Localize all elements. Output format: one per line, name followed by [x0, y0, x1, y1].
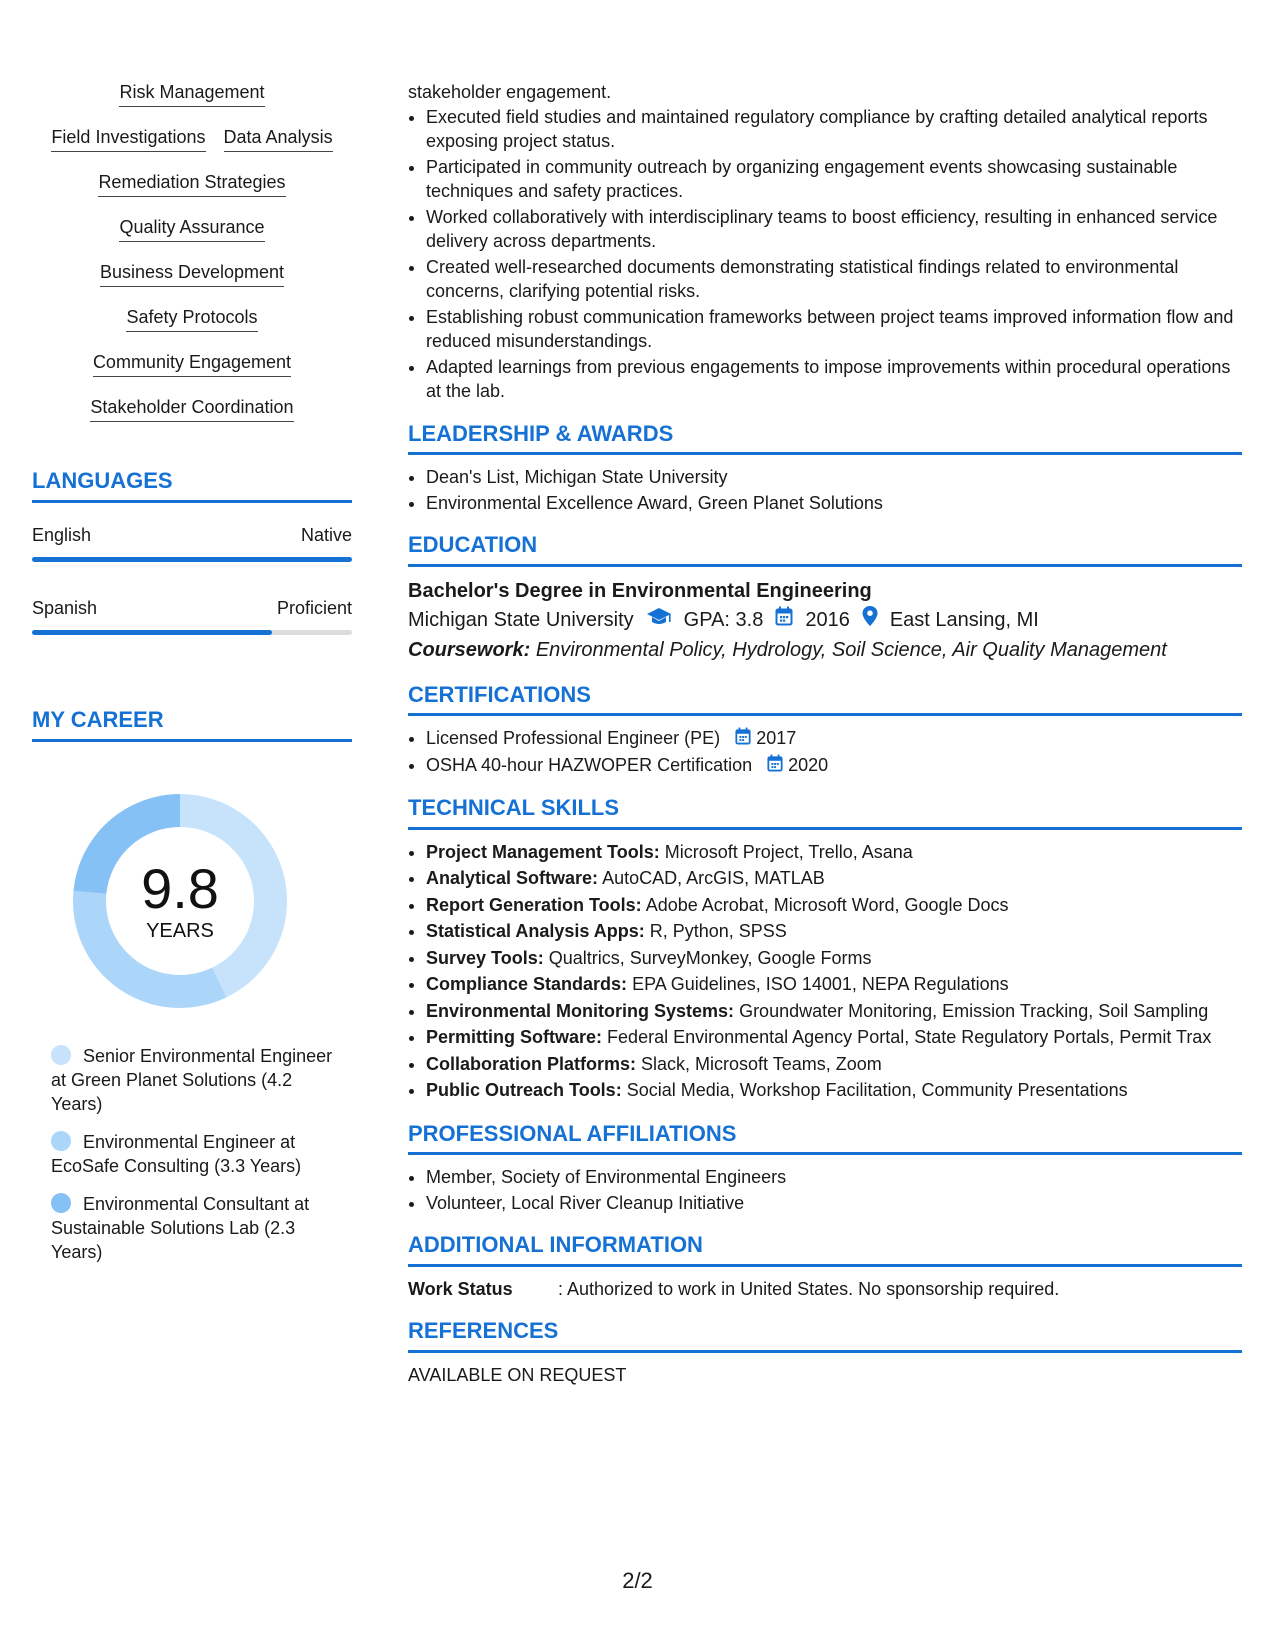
skills-row	[32, 170, 352, 197]
technical-skill-item	[426, 999, 1242, 1025]
language-name: Spanish	[32, 598, 98, 618]
skills-row	[32, 125, 352, 152]
skill-tag: Quality Assurance	[119, 215, 264, 242]
career-legend	[51, 1044, 341, 1264]
experience-lead-line: stakeholder engagement.	[408, 82, 612, 102]
skills-row	[32, 395, 352, 422]
coursework-label: Coursework:	[408, 638, 531, 661]
awards-list	[408, 465, 1242, 515]
technical-skill-value: Groundwater Monitoring, Emission Tracking, Soil Sampling	[739, 1000, 1209, 1021]
graduation-cap-icon	[646, 605, 672, 635]
career-donut	[65, 786, 295, 1016]
technical-skill-item	[426, 1025, 1242, 1051]
language-item	[32, 596, 352, 635]
award-item: • Dean's List, Michigan State University	[426, 465, 1242, 490]
certification-item	[426, 726, 1242, 752]
career-legend-item	[51, 1130, 341, 1178]
skills-list	[32, 80, 352, 422]
coursework-value: Environmental Policy, Hydrology, Soil Science, Air Quality Management	[535, 638, 1167, 661]
technical-skill-item	[426, 1052, 1242, 1078]
technical-skill-value: Microsoft Project, Trello, Asana	[664, 841, 913, 862]
career-legend-item	[51, 1044, 341, 1116]
education-degree: Bachelor's Degree in Environmental Engineering	[408, 579, 872, 602]
languages-title: LANGUAGES	[32, 468, 352, 503]
languages-section	[32, 468, 352, 635]
legend-dot	[51, 1045, 71, 1065]
technical-skill-value: AutoCAD, ArcGIS, MATLAB	[602, 868, 825, 888]
education-school: Michigan State University	[408, 608, 634, 631]
language-level: Proficient	[276, 598, 352, 618]
affiliations-title: PROFESSIONAL AFFILIATIONS	[408, 1122, 1242, 1156]
experience-bullet: • Establishing robust communication frameworks between project teams improved information flow and reduced misunderstandings.	[426, 305, 1242, 354]
language-bar-fill	[32, 630, 272, 635]
technical-skill-item	[426, 893, 1242, 919]
experience-bullet: • Worked collaboratively with interdisciplinary teams to boost efficiency, resulting in enhanced service delivery across departments.	[426, 205, 1242, 254]
references-title: REFERENCES	[408, 1319, 1242, 1353]
technical-skills-list	[408, 840, 1242, 1104]
technical-skill-label: Environmental Monitoring Systems:	[426, 1000, 735, 1021]
education-location: East Lansing, MI	[889, 608, 1039, 631]
technical-skill-label: Permitting Software:	[426, 1027, 603, 1047]
technical-skills-title: TECHNICAL SKILLS	[408, 796, 1242, 830]
language-bar	[32, 630, 352, 635]
career-legend-label: Senior Environmental Engineer at Green Planet Solutions (4.2 Years)	[51, 1046, 333, 1114]
skill-tag: Stakeholder Coordination	[90, 395, 293, 422]
affiliation-item: • Volunteer, Local River Cleanup Initiative	[426, 1191, 1242, 1216]
calendar-icon	[767, 754, 783, 779]
experience-bullet: • Executed field studies and maintained regulatory compliance by crafting detailed analytical reports exposing project status.	[426, 105, 1242, 154]
certification-item	[426, 753, 1242, 779]
language-level: Native	[300, 525, 352, 545]
legend-dot	[51, 1193, 71, 1213]
work-status-label: Work Status	[408, 1278, 513, 1299]
technical-skill-label: Public Outreach Tools:	[426, 1080, 622, 1100]
work-status-row	[408, 1277, 1242, 1302]
skill-tag: Remediation Strategies	[98, 170, 285, 197]
language-bar	[32, 557, 352, 562]
technical-skill-item	[426, 840, 1242, 866]
career-section	[32, 707, 352, 1264]
skill-tag: Safety Protocols	[126, 305, 257, 332]
legend-dot	[51, 1131, 71, 1151]
career-legend-label: Environmental Consultant at Sustainable Solutions Lab (2.3 Years)	[51, 1194, 310, 1262]
location-pin-icon	[862, 605, 878, 635]
skill-tag: Business Development	[100, 260, 284, 287]
certification-name: OSHA 40-hour HAZWOPER Certification	[426, 754, 753, 775]
experience-bullet: • Adapted learnings from previous engagements to impose improvements within procedural operations at the lab.	[426, 355, 1242, 404]
technical-skill-value: Slack, Microsoft Teams, Zoom	[641, 1053, 882, 1074]
work-status-value: : Authorized to work in United States. No sponsorship required.	[558, 1278, 1060, 1299]
left-column	[32, 80, 352, 1278]
skills-row	[32, 215, 352, 242]
award-item: • Environmental Excellence Award, Green Planet Solutions	[426, 491, 1242, 516]
technical-skill-label: Compliance Standards:	[426, 974, 628, 994]
technical-skill-value: Social Media, Workshop Facilitation, Community Presentations	[626, 1080, 1128, 1100]
technical-skill-label: Survey Tools:	[426, 947, 544, 968]
technical-skill-value: Federal Environmental Agency Portal, State Regulatory Portals, Permit Trax	[607, 1027, 1212, 1047]
awards-title: LEADERSHIP & AWARDS	[408, 422, 1242, 456]
technical-skill-item	[426, 1078, 1242, 1104]
education-year: 2016	[805, 608, 850, 631]
certifications-list	[408, 726, 1242, 778]
technical-skill-item	[426, 946, 1242, 972]
technical-skill-label: Report Generation Tools:	[426, 894, 642, 915]
calendar-icon	[735, 727, 751, 752]
certification-year: 2020	[788, 754, 829, 775]
career-unit: YEARS	[146, 920, 214, 942]
language-item	[32, 523, 352, 562]
additional-info-title: ADDITIONAL INFORMATION	[408, 1233, 1242, 1267]
certifications-title: CERTIFICATIONS	[408, 683, 1242, 717]
experience-continued	[408, 80, 1242, 404]
technical-skill-item	[426, 972, 1242, 998]
skill-tag: Data Analysis	[224, 125, 333, 152]
right-column	[408, 80, 1242, 1387]
technical-skill-value: R, Python, SPSS	[649, 921, 787, 941]
skills-row	[32, 350, 352, 377]
skills-row	[32, 305, 352, 332]
page-number: 2/2	[622, 1568, 653, 1593]
experience-bullets	[408, 105, 1242, 404]
technical-skill-label: Project Management Tools:	[426, 841, 660, 862]
language-bar-fill	[32, 557, 352, 562]
technical-skill-label: Collaboration Platforms:	[426, 1053, 637, 1074]
references-value: AVAILABLE ON REQUEST	[408, 1364, 627, 1385]
education-entry	[408, 577, 1242, 665]
skills-row	[32, 260, 352, 287]
technical-skill-item	[426, 919, 1242, 945]
affiliations-list	[408, 1165, 1242, 1215]
technical-skill-item	[426, 866, 1242, 892]
technical-skill-label: Analytical Software:	[426, 868, 599, 888]
affiliation-item: • Member, Society of Environmental Engineers	[426, 1165, 1242, 1190]
calendar-icon	[775, 605, 793, 635]
technical-skill-label: Statistical Analysis Apps:	[426, 921, 645, 941]
career-total: 9.8	[141, 857, 219, 920]
education-title: EDUCATION	[408, 533, 1242, 567]
skill-tag: Community Engagement	[93, 350, 291, 377]
education-gpa: GPA: 3.8	[683, 608, 764, 631]
career-legend-label: Environmental Engineer at EcoSafe Consulting (3.3 Years)	[51, 1132, 302, 1176]
technical-skill-value: EPA Guidelines, ISO 14001, NEPA Regulations	[632, 974, 1009, 994]
career-legend-item	[51, 1192, 341, 1264]
certification-name: Licensed Professional Engineer (PE)	[426, 728, 721, 748]
language-name: English	[32, 525, 92, 545]
experience-bullet: • Participated in community outreach by organizing engagement events showcasing sustainable techniques and safety practices.	[426, 155, 1242, 204]
skills-row	[32, 80, 352, 107]
technical-skill-value: Adobe Acrobat, Microsoft Word, Google Docs	[645, 894, 1009, 915]
technical-skill-value: Qualtrics, SurveyMonkey, Google Forms	[548, 947, 872, 968]
skill-tag: Field Investigations	[51, 125, 205, 152]
career-title: MY CAREER	[32, 707, 352, 742]
certification-year: 2017	[756, 728, 797, 748]
skill-tag: Risk Management	[119, 80, 264, 107]
experience-bullet: • Created well-researched documents demonstrating statistical findings related to environmental concerns, clarifying potential risks.	[426, 255, 1242, 304]
